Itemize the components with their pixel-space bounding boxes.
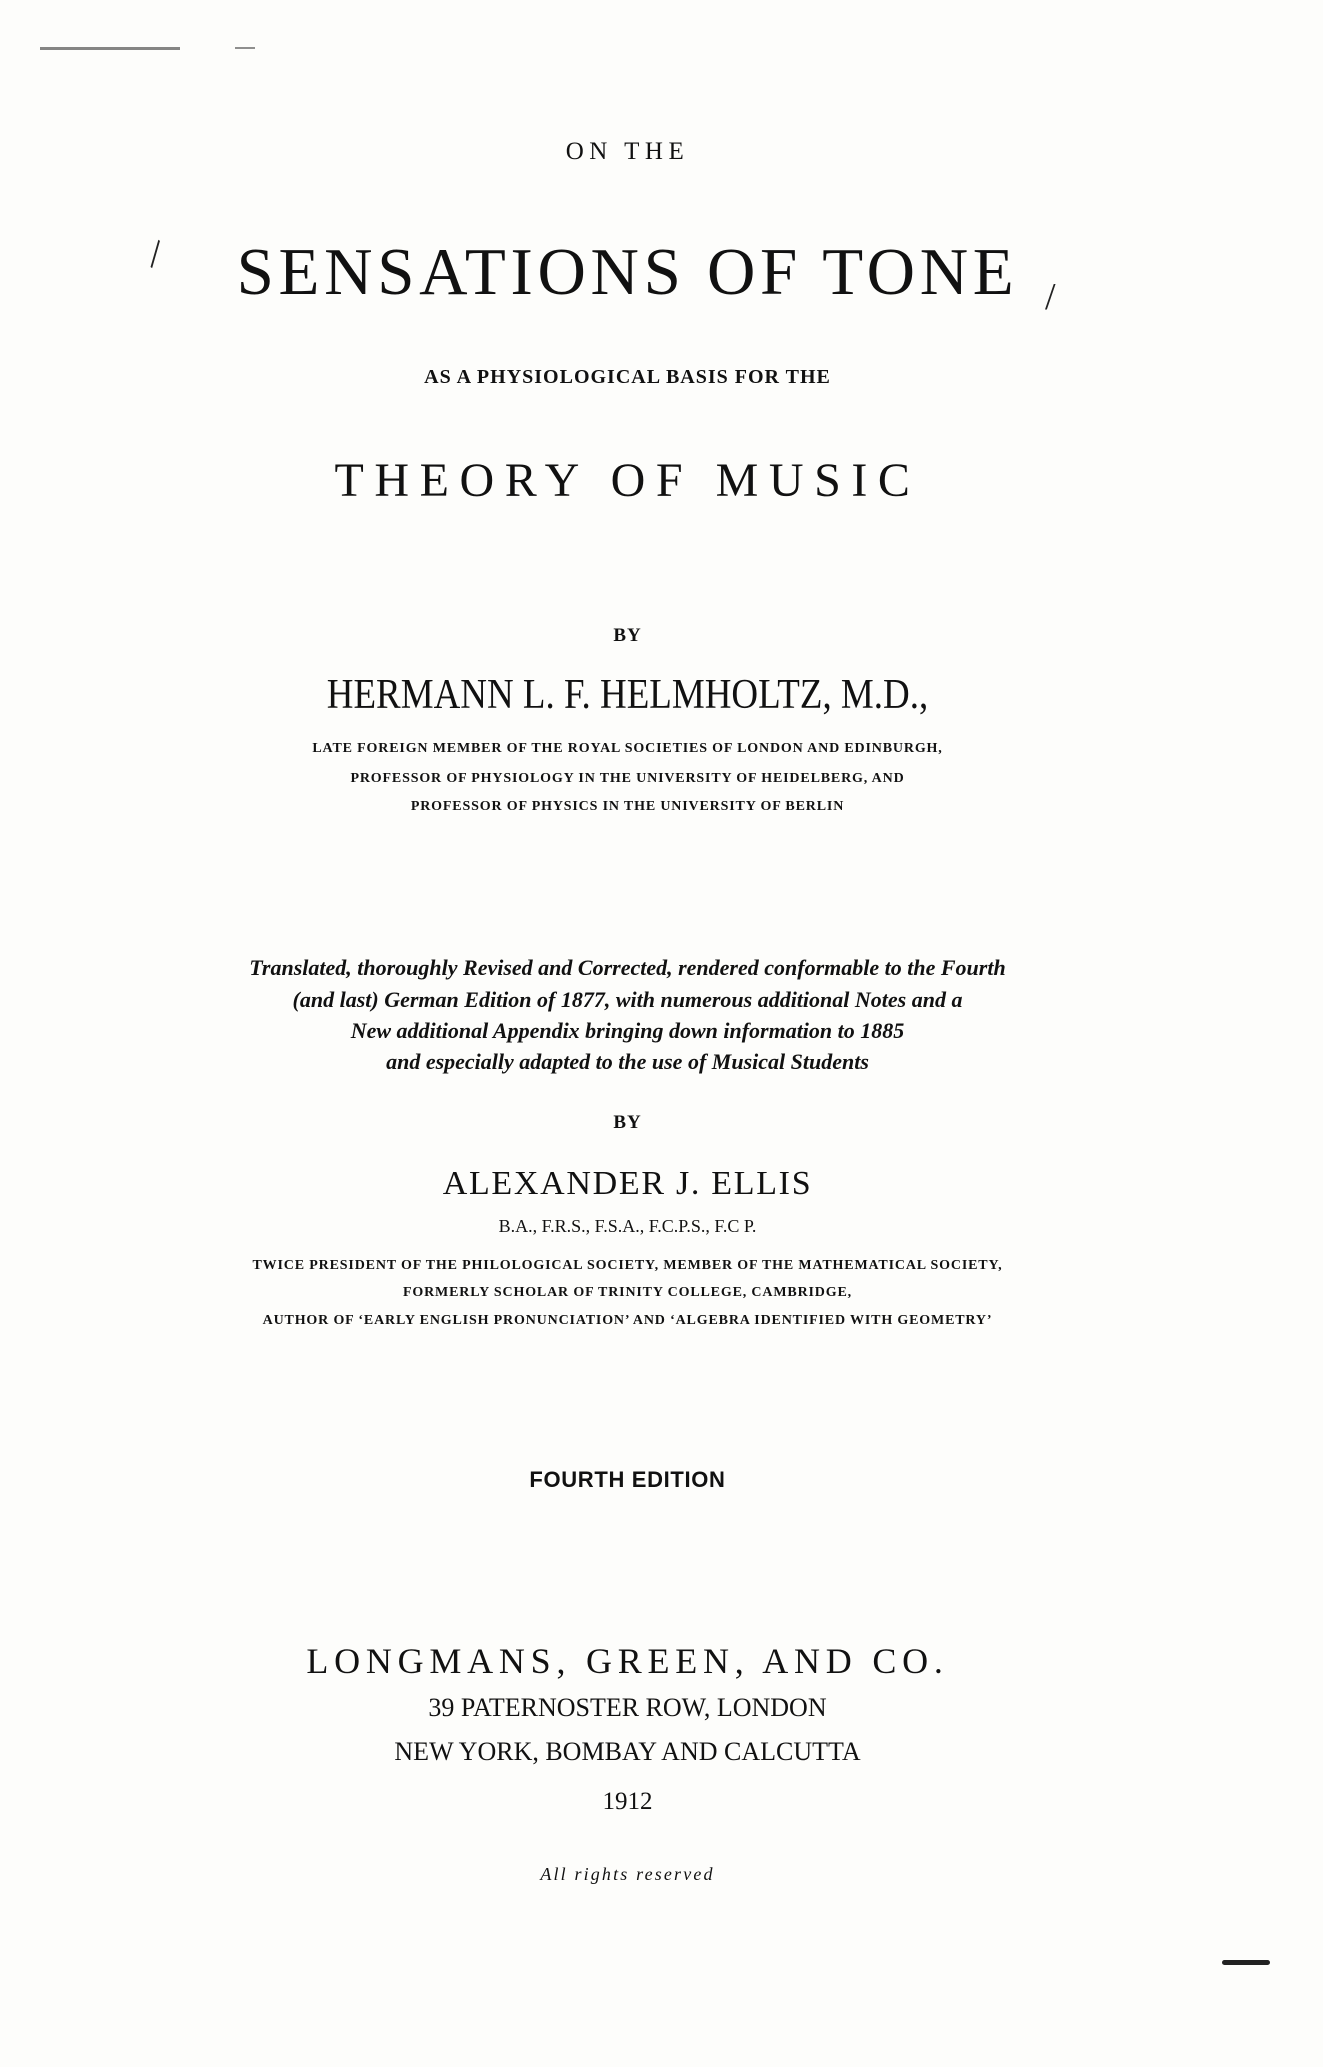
translator-credential-line: TWICE PRESIDENT OF THE PHILOLOGICAL SOCIETY, MEMBER OF THE MATHEMATICAL SOCIETY, <box>252 1258 1003 1273</box>
by-translator-label: BY <box>613 1112 642 1133</box>
title-part2: THEORY OF MUSIC <box>334 454 921 507</box>
on-the-heading: ON THE <box>565 138 690 165</box>
publisher: LONGMANS, GREEN, AND CO. <box>306 1641 949 1681</box>
scan-mark-top-left <box>40 47 180 50</box>
publisher-cities: NEW YORK, BOMBAY AND CALCUTTA <box>394 1737 861 1766</box>
scan-mark-bottom-right <box>1222 1960 1270 1965</box>
translator-credential-line: FORMERLY SCHOLAR OF TRINITY COLLEGE, CAMBRIDGE, <box>402 1285 853 1300</box>
translation-note-line: New additional Appendix bringing down information to 1885 <box>350 1018 905 1043</box>
pencil-mark-left: \ <box>138 231 174 276</box>
translation-note-line: Translated, thoroughly Revised and Corrected, rendered conformable to the Fourth <box>249 955 1006 980</box>
pencil-mark-right: / <box>1045 276 1056 318</box>
by-author-label: BY <box>613 625 642 646</box>
translator-name: ALEXANDER J. ELLIS <box>442 1165 813 1202</box>
translator-degrees: B.A., F.R.S., F.S.A., F.C.P.S., F.C P. <box>498 1216 757 1236</box>
scan-mark-top-mid <box>235 47 255 49</box>
translator-credential-line: AUTHOR OF ‘EARLY ENGLISH PRONUNCIATION’ AND ‘ALGEBRA IDENTIFIED WITH GEOMETRY’ <box>262 1313 993 1328</box>
translation-note-line: and especially adapted to the use of Musical Students <box>386 1049 869 1074</box>
translation-note-line: (and last) German Edition of 1877, with numerous additional Notes and a <box>292 987 963 1012</box>
main-title: SENSATIONS OF TONE <box>236 235 1019 309</box>
author-credential-line: PROFESSOR OF PHYSIOLOGY IN THE UNIVERSITY OF HEIDELBERG, AND <box>350 771 905 786</box>
author-credential-line: LATE FOREIGN MEMBER OF THE ROYAL SOCIETIES OF LONDON AND EDINBURGH, <box>312 741 943 756</box>
subtitle: AS A PHYSIOLOGICAL BASIS FOR THE <box>424 366 831 388</box>
author-name: HERMANN L. F. HELMHOLTZ, M.D., <box>326 672 929 718</box>
edition: FOURTH EDITION <box>529 1467 726 1492</box>
publisher-address: 39 PATERNOSTER ROW, LONDON <box>428 1693 827 1722</box>
author-credential-line: PROFESSOR OF PHYSICS IN THE UNIVERSITY OF BERLIN <box>410 799 845 814</box>
publication-year: 1912 <box>602 1788 653 1815</box>
rights-notice: All rights reserved <box>540 1864 715 1884</box>
